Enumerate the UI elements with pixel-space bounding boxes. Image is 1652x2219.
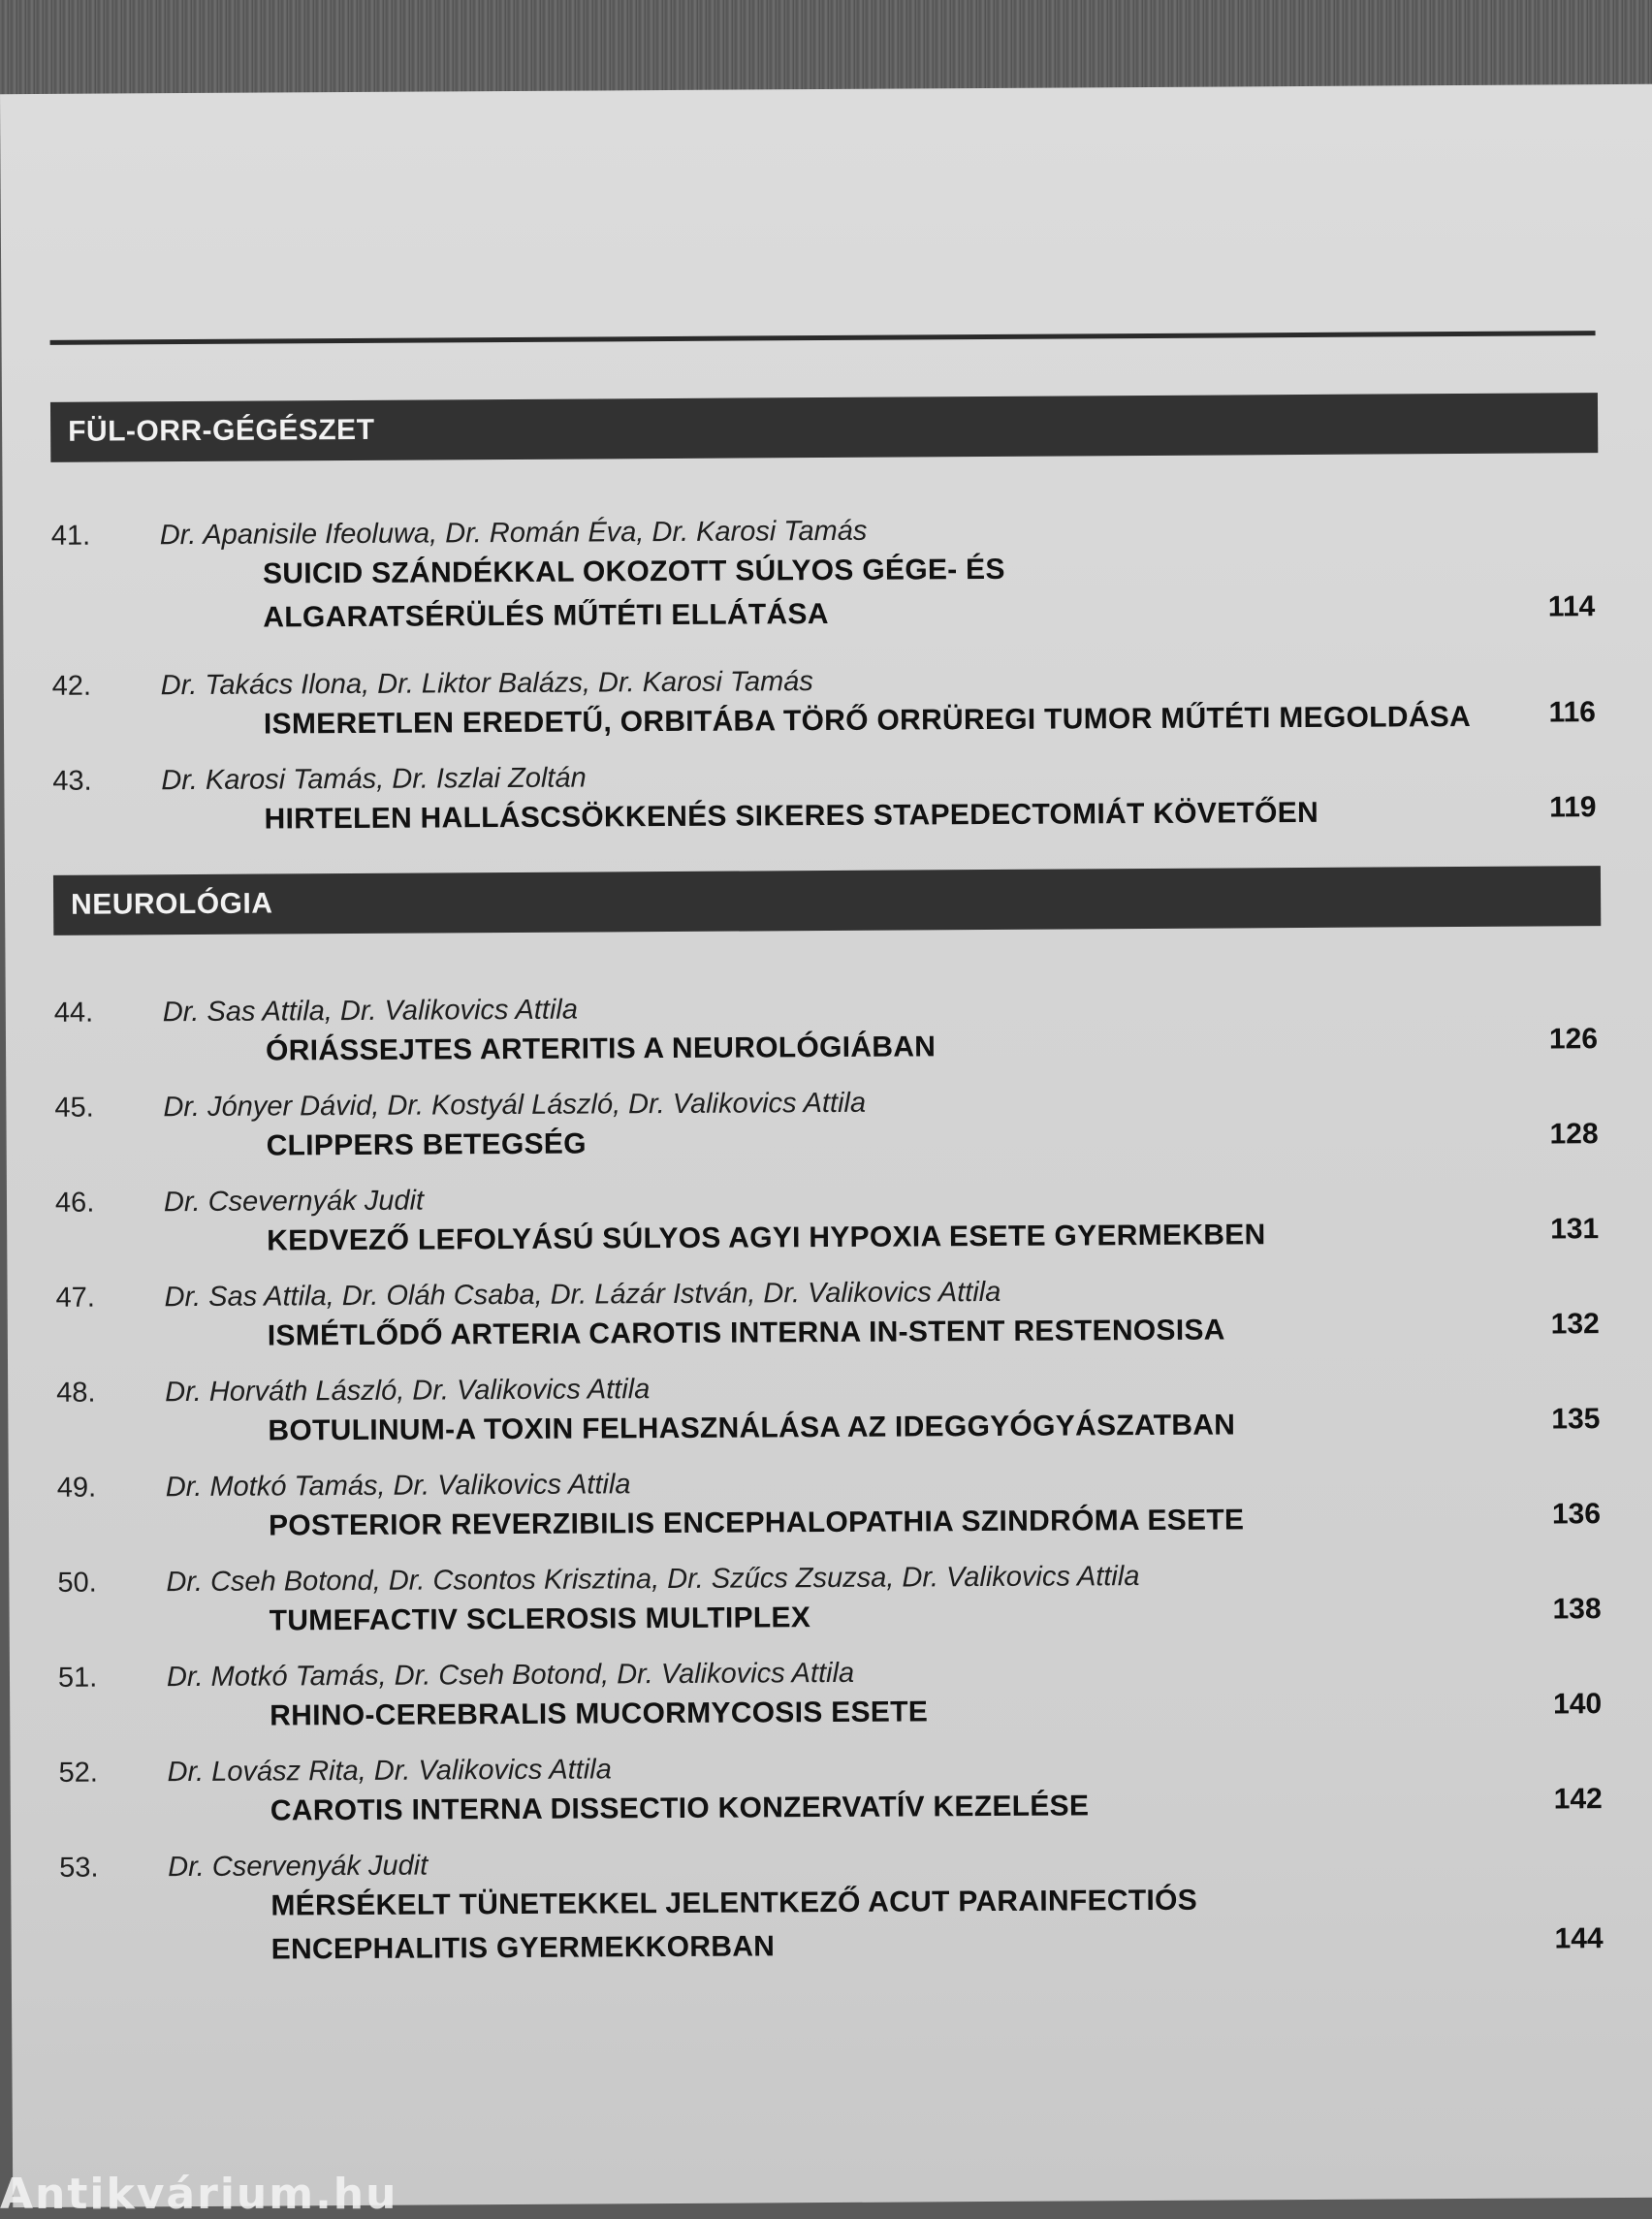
toc-entry <box>6 1083 1652 1162</box>
entry-number: 52. <box>58 1757 99 1789</box>
entry-authors: Dr. Sas Attila, Dr. Valikovics Attila <box>162 994 579 1029</box>
entry-authors: Dr. Apanisile Ifeoluwa, Dr. Román Éva, Dr. Karosi Tamás <box>159 515 868 552</box>
entry-page-number: 131 <box>1550 1213 1600 1246</box>
entry-authors: Dr. Sas Attila, Dr. Oláh Csaba, Dr. Lázár István, Dr. Valikovics Attila <box>164 1276 1001 1314</box>
entry-page-number: 114 <box>1547 590 1596 623</box>
section-header-ful-orr-gegeszet <box>50 393 1598 462</box>
entry-authors: Dr. Motkó Tamás, Dr. Cseh Botond, Dr. Valikovics Attila <box>166 1657 855 1694</box>
entry-number: 47. <box>55 1282 96 1314</box>
entry-page-number: 128 <box>1549 1118 1599 1151</box>
toc-entry <box>3 511 1652 634</box>
entry-authors: Dr. Takács Ilona, Dr. Liktor Balázs, Dr. Karosi Tamás <box>160 666 813 702</box>
entry-page-number: 132 <box>1550 1308 1600 1341</box>
entry-authors: Dr. Cseh Botond, Dr. Csontos Krisztina, Dr. Szűcs Zsuzsa, Dr. Valikovics Attila <box>166 1561 1140 1599</box>
entry-page-number: 140 <box>1553 1688 1603 1721</box>
entry-page-number: 116 <box>1548 696 1597 729</box>
entry-number: 50. <box>57 1567 97 1599</box>
entry-page-number: 136 <box>1551 1498 1602 1531</box>
entry-page-number: 138 <box>1552 1593 1602 1626</box>
entry-title-line: ENCEPHALITIS GYERMEKKORBAN <box>270 1930 776 1966</box>
entry-authors: Dr. Jónyer Dávid, Dr. Kostyál László, Dr. Valikovics Attila <box>163 1087 867 1124</box>
toc-entry <box>9 1558 1652 1637</box>
entry-number: 44. <box>53 997 94 1029</box>
entry-title-line: HIRTELEN HALLÁSCSÖKKENÉS SIKERES STAPEDECTOMIÁT KÖVETŐEN <box>264 796 1319 836</box>
toc-entry <box>8 1368 1652 1447</box>
toc-entry <box>9 1463 1652 1542</box>
entry-title-line: TUMEFACTIV SCLEROSIS MULTIPLEX <box>269 1601 811 1637</box>
entry-number: 48. <box>56 1377 96 1409</box>
entry-authors: Dr. Karosi Tamás, Dr. Iszlai Zoltán <box>161 762 587 797</box>
entry-number: 46. <box>54 1187 95 1219</box>
toc-entry <box>4 756 1652 836</box>
entry-title-line: CAROTIS INTERNA DISSECTIO KONZERVATÍV KEZELÉSE <box>270 1790 1090 1827</box>
entry-title-line: CLIPPERS BETEGSÉG <box>266 1127 587 1162</box>
toc-entry <box>6 988 1652 1067</box>
entry-title-line: KEDVEZŐ LEFOLYÁSÚ SÚLYOS AGYI HYPOXIA ESETE GYERMEKBEN <box>267 1219 1266 1257</box>
section-title: NEUROLÓGIA <box>71 887 273 921</box>
entry-number: 43. <box>52 765 92 797</box>
toc-entry <box>10 1748 1652 1827</box>
entry-title-line: ÓRIÁSSEJTES ARTERITIS A NEUROLÓGIÁBAN <box>265 1030 937 1067</box>
toc-entry <box>4 661 1652 741</box>
entry-number: 53. <box>59 1852 99 1884</box>
entry-authors: Dr. Horváth László, Dr. Valikovics Attila <box>165 1374 651 1409</box>
entry-number: 49. <box>56 1472 97 1504</box>
entry-title-line: ISMÉTLŐDŐ ARTERIA CAROTIS INTERNA IN-STENT RESTENOSISA <box>267 1314 1225 1352</box>
toc-entry <box>8 1273 1652 1352</box>
entry-authors: Dr. Motkó Tamás, Dr. Valikovics Attila <box>165 1469 631 1504</box>
entry-title-line: RHINO-CEREBRALIS MUCORMYCOSIS ESETE <box>270 1696 929 1732</box>
entry-title-line: POSTERIOR REVERZIBILIS ENCEPHALOPATHIA SZINDRÓMA ESETE <box>268 1504 1245 1542</box>
toc-entry <box>11 1843 1652 1966</box>
entry-title-line: ISMERETLEN EREDETŰ, ORBITÁBA TÖRŐ ORRÜREGI TUMOR MŰTÉTI MEGOLDÁSA <box>263 700 1472 741</box>
entry-title-line: BOTULINUM-A TOXIN FELHASZNÁLÁSA AZ IDEGGYÓGYÁSZATBAN <box>268 1409 1236 1447</box>
toc-entry <box>10 1653 1652 1732</box>
entry-page-number: 144 <box>1554 1922 1604 1955</box>
entry-number: 41. <box>50 520 91 552</box>
entry-title-line: SUICID SZÁNDÉKKAL OKOZOTT SÚLYOS GÉGE- ÉS <box>262 553 1005 590</box>
entry-page-number: 119 <box>1549 791 1597 824</box>
entry-authors: Dr. Csevernyák Judit <box>163 1185 425 1219</box>
watermark: Antikvárium.hu <box>0 2170 398 2219</box>
entry-number: 45. <box>54 1092 94 1124</box>
entry-title-line: MÉRSÉKELT TÜNETEKKEL JELENTKEZŐ ACUT PARAINFECTIÓS <box>270 1884 1198 1922</box>
section-title: FÜL-ORR-GÉGÉSZET <box>68 413 375 448</box>
entry-page-number: 135 <box>1551 1403 1601 1436</box>
entry-authors: Dr. Lovász Rita, Dr. Valikovics Attila <box>167 1754 612 1789</box>
toc-entry <box>7 1178 1652 1257</box>
entry-number: 42. <box>51 670 92 702</box>
entry-page-number: 142 <box>1553 1783 1603 1816</box>
entry-authors: Dr. Cservenyák Judit <box>168 1850 429 1884</box>
book-page <box>0 84 1652 2207</box>
entry-title-line: ALGARATSÉRÜLÉS MŰTÉTI ELLÁTÁSA <box>263 597 829 634</box>
entry-page-number: 126 <box>1548 1023 1599 1056</box>
top-rule <box>50 331 1596 345</box>
entry-number: 51. <box>57 1662 98 1694</box>
section-header-neurologia <box>53 866 1601 935</box>
